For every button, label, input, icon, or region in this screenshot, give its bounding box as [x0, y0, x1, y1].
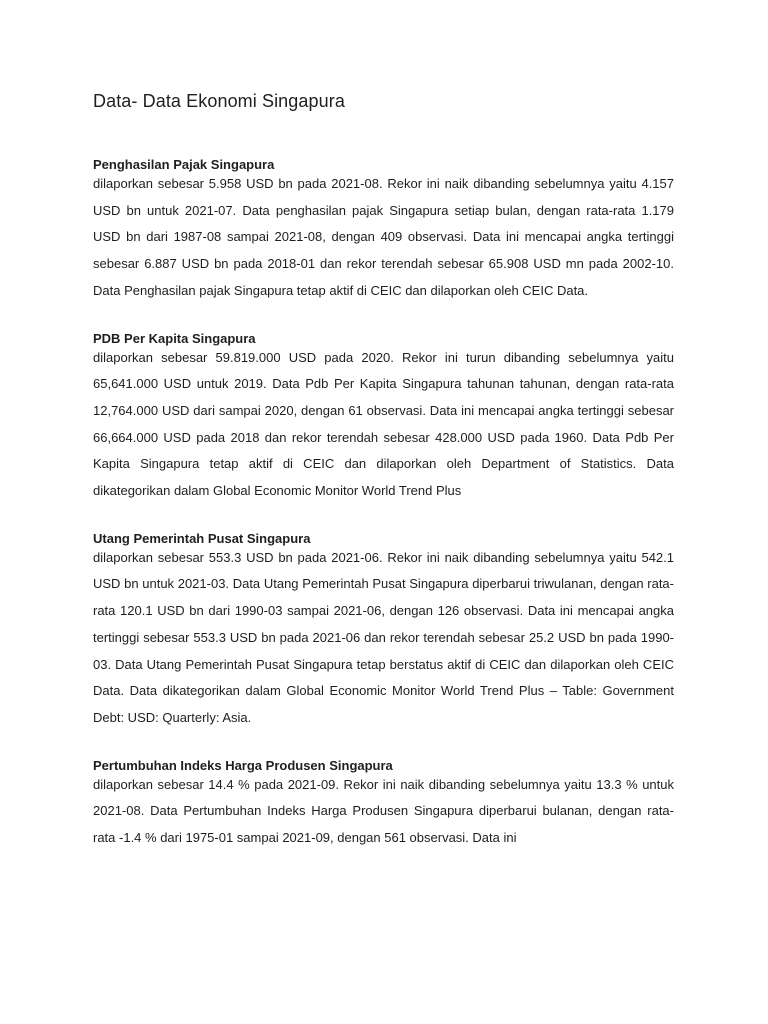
section-heading: PDB Per Kapita Singapura	[93, 330, 256, 346]
section-indeks-harga-produsen	[93, 758, 674, 852]
section-heading: Utang Pemerintah Pusat Singapura	[93, 530, 311, 546]
document-title: Data- Data Ekonomi Singapura	[93, 91, 345, 111]
section-heading: Penghasilan Pajak Singapura	[93, 157, 275, 172]
section-penghasilan-pajak	[93, 157, 674, 305]
section-pdb-per-kapita	[93, 331, 674, 505]
section-heading: Pertumbuhan Indeks Harga Produsen Singapura	[93, 757, 393, 773]
section-paragraph: dilaporkan sebesar 59.819.000 USD pada 2020. Rekor ini turun dibanding sebelumnya yaitu 65,641.000 USD untuk 2019. Data Pdb Per Kapita Singapura tahunan tahunan, dengan rata-rata 12,764.000 USD dari sampai 2020, dengan 61 observasi. Data ini mencapai angka tertinggi sebesar 66,664.000 USD pada 2018 dan rekor terendah sebesar 428.000 USD pada 1960. Data Pdb Per Kapita Singapura tetap aktif di CEIC dan dilaporkan oleh Department of Statistics. Data dikategorikan dalam Global Economic Monitor World Trend Plus	[93, 349, 674, 499]
section-paragraph: dilaporkan sebesar 14.4 % pada 2021-09. Rekor ini naik dibanding sebelumnya yaitu 13.3 % untuk 2021-08. Data Pertumbuhan Indeks Harga Produsen Singapura diperbarui bulanan, dengan rata-rata -1.4 % dari 1975-01 sampai 2021-09, dengan 561 observasi. Data ini	[93, 776, 674, 846]
section-utang-pemerintah	[93, 531, 674, 732]
section-paragraph: dilaporkan sebesar 5.958 USD bn pada 2021-08. Rekor ini naik dibanding sebelumnya yaitu 4.157 USD bn untuk 2021-07. Data penghasilan pajak Singapura setiap bulan, dengan rata-rata 1.179 USD bn dari 1987-08 sampai 2021-08, dengan 409 observasi. Data ini mencapai angka tertinggi sebesar 6.887 USD bn pada 2018-01 dan rekor terendah sebesar 65.908 USD mn pada 2002-10. Data Penghasilan pajak Singapura tetap aktif di CEIC dan dilaporkan oleh CEIC Data.	[93, 176, 674, 298]
section-paragraph: dilaporkan sebesar 553.3 USD bn pada 2021-06. Rekor ini naik dibanding sebelumnya yaitu 542.1 USD bn untuk 2021-03. Data Utang Pemerintah Pusat Singapura diperbarui triwulanan, dengan rata-rata 120.1 USD bn dari 1990-03 sampai 2021-06, dengan 126 observasi. Data ini mencapai angka tertinggi sebesar 553.3 USD bn pada 2021-06 dan rekor terendah sebesar 25.2 USD bn pada 1990-03. Data Utang Pemerintah Pusat Singapura tetap berstatus aktif di CEIC dan dilaporkan oleh CEIC Data. Data dikategorikan dalam Global Economic Monitor World Trend Plus – Table: Government Debt: USD: Quarterly: Asia.	[93, 549, 674, 725]
